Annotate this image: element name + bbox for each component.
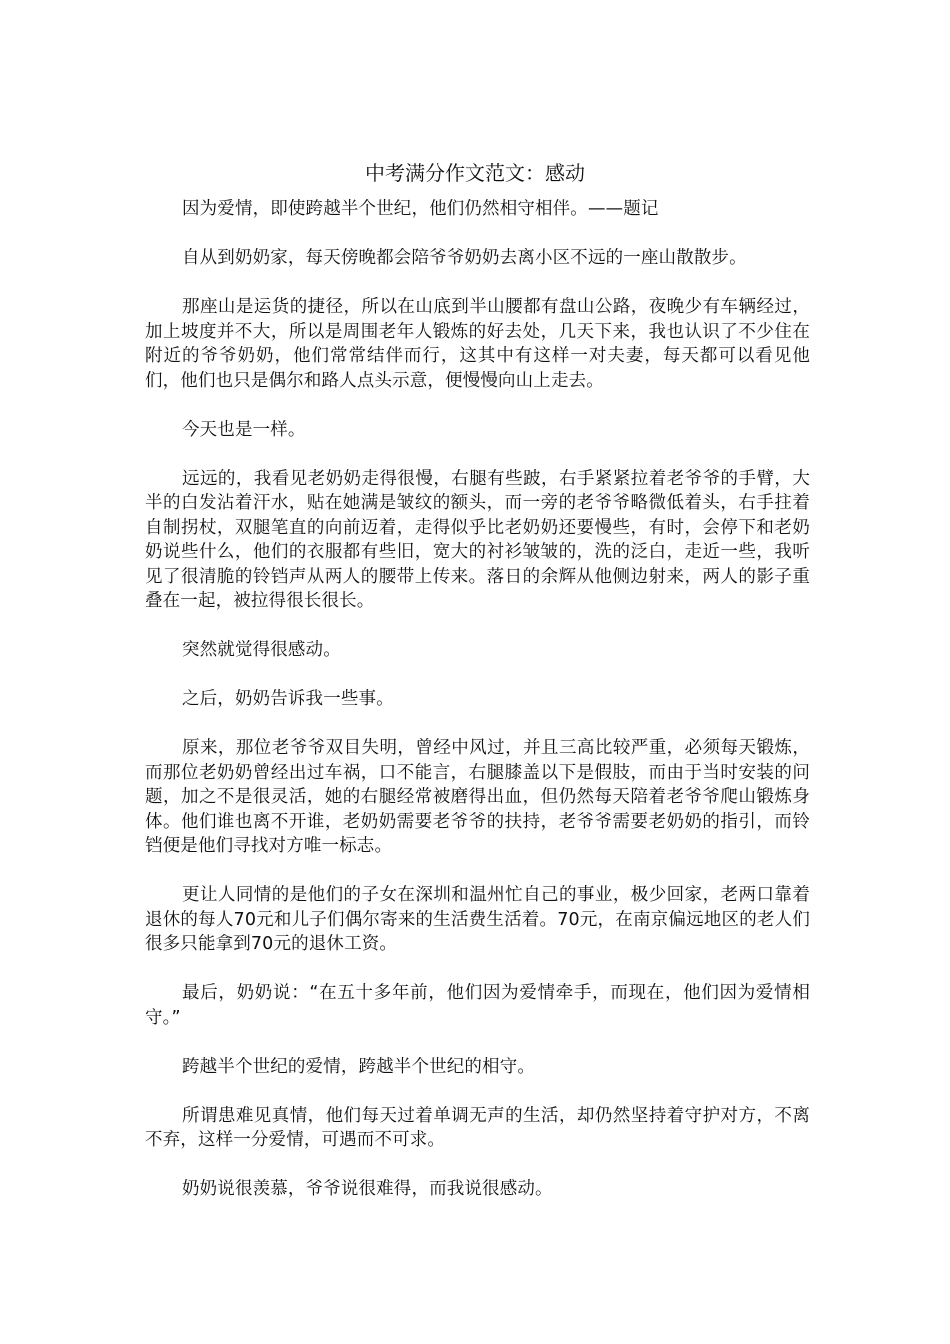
document-title: 中考满分作文范文：感动	[365, 161, 585, 185]
paragraph-2: 那座山是运货的捷径，所以在山底到半山腰都有盘山公路，夜晚少有车辆经过，加上坡度并不大，所以是周围老年人锻炼的好去处，几天下来，我也认识了不少住在附近的爷爷奶奶，他们常常结伴而行，这其中有这样一对夫妻，每天都可以看见他们，他们也只是偶尔和路人点头示意，便慢慢向山上走去。	[145, 297, 810, 391]
paragraph-3: 今天也是一样。	[182, 419, 306, 440]
paragraph-4: 远远的，我看见老奶奶走得很慢，右腿有些跛，右手紧紧拉着老爷爷的手臂，大半的白发沾着汗水，贴在她满是皱纹的额头，而一旁的老爷爷略微低着头，右手拄着自制拐杖，双腿笔直的向前迈着，走得似乎比老奶奶还要慢些，有时，会停下和老奶奶说些什么，他们的衣服都有些旧，宽大的衬衫皱皱的，洗的泛白，走近一些，我听见了很清脆的铃铛声从两人的腰带上传来。落日的余辉从他侧边射来，两人的影子重叠在一起，被拉得很长很长。	[145, 468, 810, 611]
paragraph-gap	[145, 663, 810, 688]
paragraph-gap	[145, 442, 810, 467]
paragraph-7: 原来，那位老爷爷双目失明，曾经中风过，并且三高比较严重，必须每天锻炼，而那位老奶奶曾经出过车祸，口不能言，右腿膝盖以下是假肢，而由于当时安装的问题，加之不是很灵活，她的右腿经常被磨得出血，但仍然每天陪着老爷爷爬山锻炼身体。他们谁也离不开谁，老奶奶需要老爷爷的扶持，老爷爷需要老奶奶的指引，而铃铛便是他们寻找对方唯一标志。	[145, 738, 810, 856]
paragraph-gap	[145, 1153, 810, 1178]
paragraph-gap	[145, 859, 810, 884]
paragraph-8: 更让人同情的是他们的子女在深圳和温州忙自己的事业，极少回家，老两口靠着退休的每人70元和儿子们偶尔寄来的生活费生活着。70元，在南京偏远地区的老人们很多只能拿到70元的退休工资。	[145, 885, 810, 954]
paragraph-gap	[145, 957, 810, 982]
paragraph-12: 奶奶说很羡慕，爷爷说很难得，而我说很感动。	[182, 1179, 553, 1199]
paragraph-gap	[145, 1079, 810, 1104]
paragraph-9: 最后，奶奶说：“在五十多年前，他们因为爱情牵手，而现在，他们因为爱情相守。”	[145, 983, 810, 1028]
paragraph-5: 突然就觉得很感动。	[182, 640, 341, 660]
document-body	[145, 197, 810, 1202]
paragraph-gap	[145, 712, 810, 737]
paragraph-gap	[145, 614, 810, 639]
paragraph-gap	[145, 222, 810, 247]
paragraph-10: 跨越半个世纪的爱情，跨越半个世纪的相守。	[182, 1056, 535, 1077]
paragraph-6: 之后，奶奶告诉我一些事。	[182, 689, 394, 709]
paragraph-gap	[145, 271, 810, 296]
paragraph-1: 自从到奶奶家，每天傍晚都会陪爷爷奶奶去离小区不远的一座山散散步。	[182, 248, 747, 268]
paragraph-epigraph: 因为爱情，即使跨越半个世纪，他们仍然相守相伴。——题记	[182, 199, 659, 219]
paragraph-11: 所谓患难见真情，他们每天过着单调无声的生活，却仍然坚持着守护对方，不离不弃，这样一分爱情，可遇而不可求。	[145, 1105, 810, 1150]
paragraph-gap	[145, 393, 810, 418]
paragraph-gap	[145, 1030, 810, 1055]
